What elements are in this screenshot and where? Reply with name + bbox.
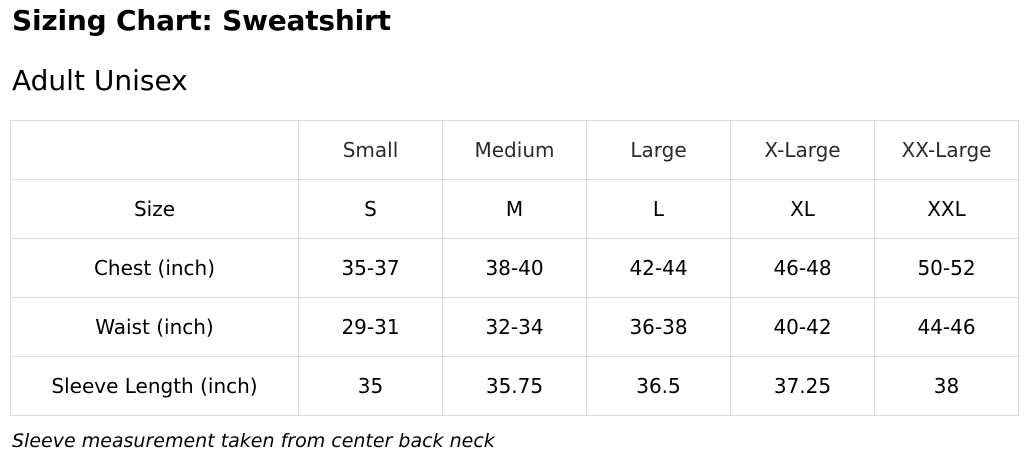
cell-size-small: S: [299, 180, 443, 239]
cell-chest-small: 35-37: [299, 239, 443, 298]
section-subtitle: Adult Unisex: [12, 64, 188, 97]
cell-sleeve-x-large: 37.25: [731, 357, 875, 416]
sizing-chart-page: [0, 4, 1024, 464]
cell-sleeve-medium: 35.75: [443, 357, 587, 416]
cell-waist-small: 29-31: [299, 298, 443, 357]
cell-chest-medium: 38-40: [443, 239, 587, 298]
sizing-table: [10, 120, 1019, 416]
page-title: Sizing Chart: Sweatshirt: [12, 4, 391, 37]
column-header-xx-large: XX-Large: [875, 121, 1019, 180]
cell-chest-xx-large: 50-52: [875, 239, 1019, 298]
table-corner-cell: [11, 121, 299, 180]
cell-waist-x-large: 40-42: [731, 298, 875, 357]
table-header-row: [11, 121, 1019, 180]
column-header-large: Large: [587, 121, 731, 180]
cell-size-large: L: [587, 180, 731, 239]
cell-waist-xx-large: 44-46: [875, 298, 1019, 357]
table-footnote: Sleeve measurement taken from center back neck: [12, 430, 495, 452]
column-header-x-large: X-Large: [731, 121, 875, 180]
cell-sleeve-large: 36.5: [587, 357, 731, 416]
column-header-small: Small: [299, 121, 443, 180]
row-label-sleeve-length: Sleeve Length (inch): [11, 357, 299, 416]
column-header-medium: Medium: [443, 121, 587, 180]
row-label-waist: Waist (inch): [11, 298, 299, 357]
cell-chest-large: 42-44: [587, 239, 731, 298]
table-row: [11, 180, 1019, 239]
cell-waist-large: 36-38: [587, 298, 731, 357]
cell-sleeve-small: 35: [299, 357, 443, 416]
cell-size-xx-large: XXL: [875, 180, 1019, 239]
row-label-chest: Chest (inch): [11, 239, 299, 298]
table-row: [11, 239, 1019, 298]
cell-size-medium: M: [443, 180, 587, 239]
table-row: [11, 357, 1019, 416]
cell-chest-x-large: 46-48: [731, 239, 875, 298]
cell-size-x-large: XL: [731, 180, 875, 239]
table-row: [11, 298, 1019, 357]
cell-waist-medium: 32-34: [443, 298, 587, 357]
row-label-size: Size: [11, 180, 299, 239]
cell-sleeve-xx-large: 38: [875, 357, 1019, 416]
